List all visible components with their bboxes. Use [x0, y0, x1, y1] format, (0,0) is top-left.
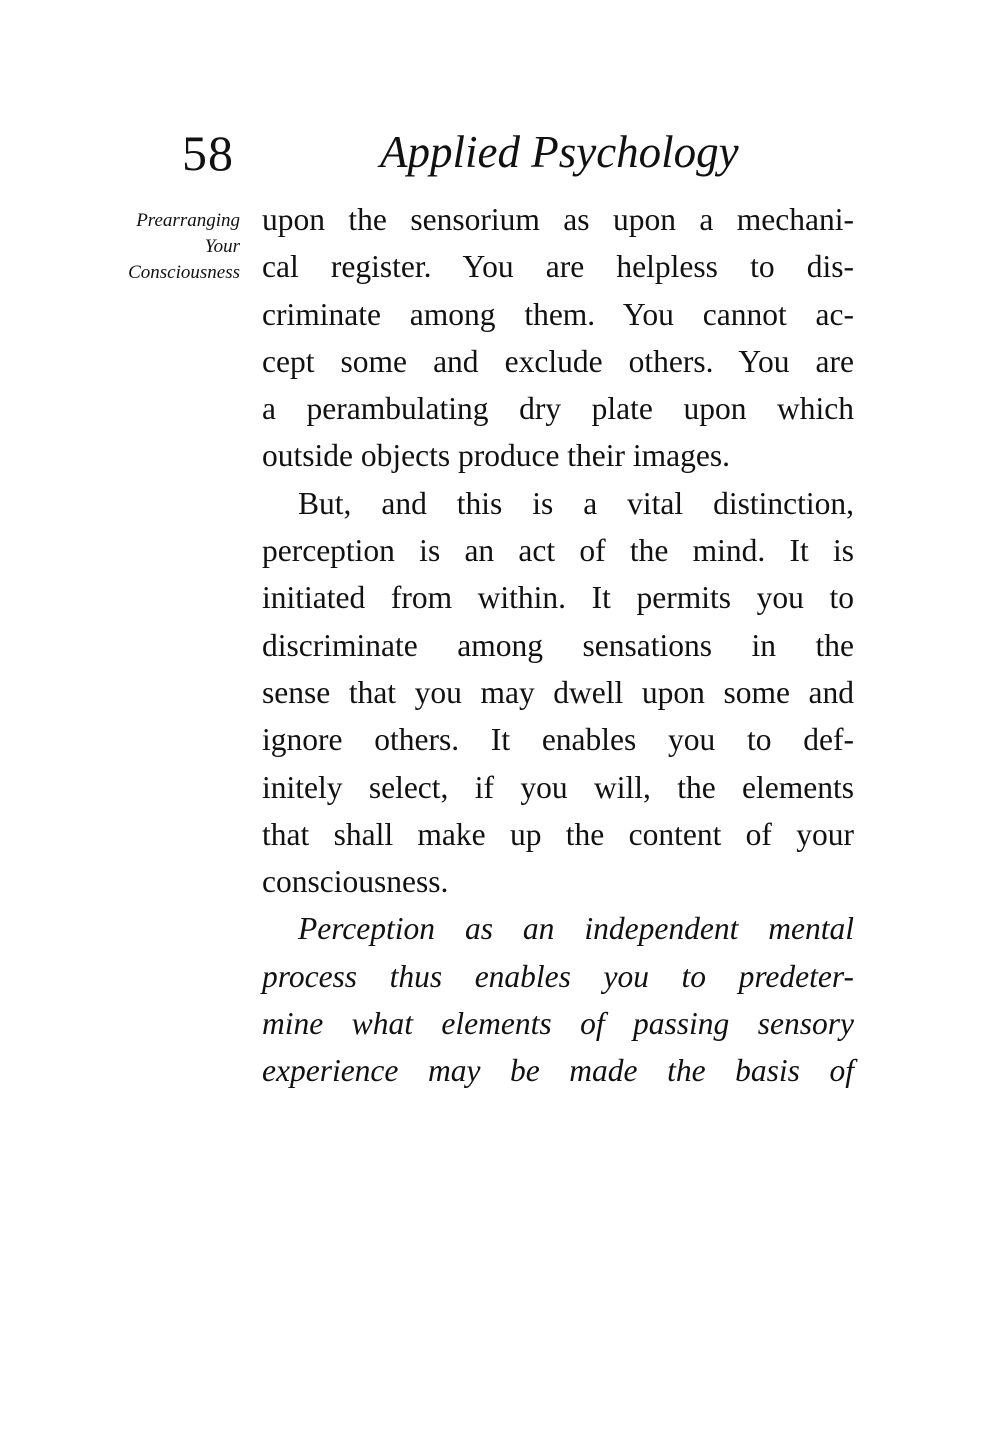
text-line: outside objects produce their images.	[262, 438, 730, 474]
paragraph-2	[262, 480, 854, 906]
text-line: initely select, if you will, the elements	[262, 769, 854, 805]
text-line: discriminate among sensations in the	[262, 627, 854, 663]
text-line: upon the sensorium as upon a mechani-	[262, 202, 854, 237]
text-line: sense that you may dwell upon some and	[262, 674, 854, 710]
text-line: experience may be made the basis of	[262, 1053, 854, 1089]
text-line: process thus enables you to predeter-	[262, 958, 854, 994]
margin-note-line: Consciousness	[128, 262, 240, 283]
text-line: cal register. You are helpless to dis-	[262, 249, 854, 285]
text-line: ignore others. It enables you to def-	[262, 722, 854, 758]
margin-note-line: Your	[204, 236, 240, 257]
text-line: But, and this is a vital distinction,	[298, 485, 854, 521]
body-text	[262, 196, 854, 1095]
text-line: initiated from within. It permits you to	[262, 580, 854, 616]
text-line: that shall make up the content of your	[262, 816, 854, 852]
text-line: a perambulating dry plate upon which	[262, 391, 854, 427]
text-line: mine what elements of passing sensory	[262, 1006, 854, 1042]
page-number: 58	[182, 125, 234, 181]
paragraph-3	[262, 905, 854, 1094]
text-line: cept some and exclude others. You are	[262, 343, 854, 379]
paragraph-1	[262, 196, 854, 480]
text-line: consciousness.	[262, 864, 449, 900]
running-title: Applied Psychology	[380, 127, 739, 177]
text-line: perception is an act of the mind. It is	[262, 533, 854, 569]
text-line: Perception as an independent mental	[298, 911, 854, 947]
margin-note	[72, 208, 240, 286]
text-line: criminate among them. You cannot ac-	[262, 296, 854, 332]
margin-note-line: Prearranging	[136, 210, 240, 231]
